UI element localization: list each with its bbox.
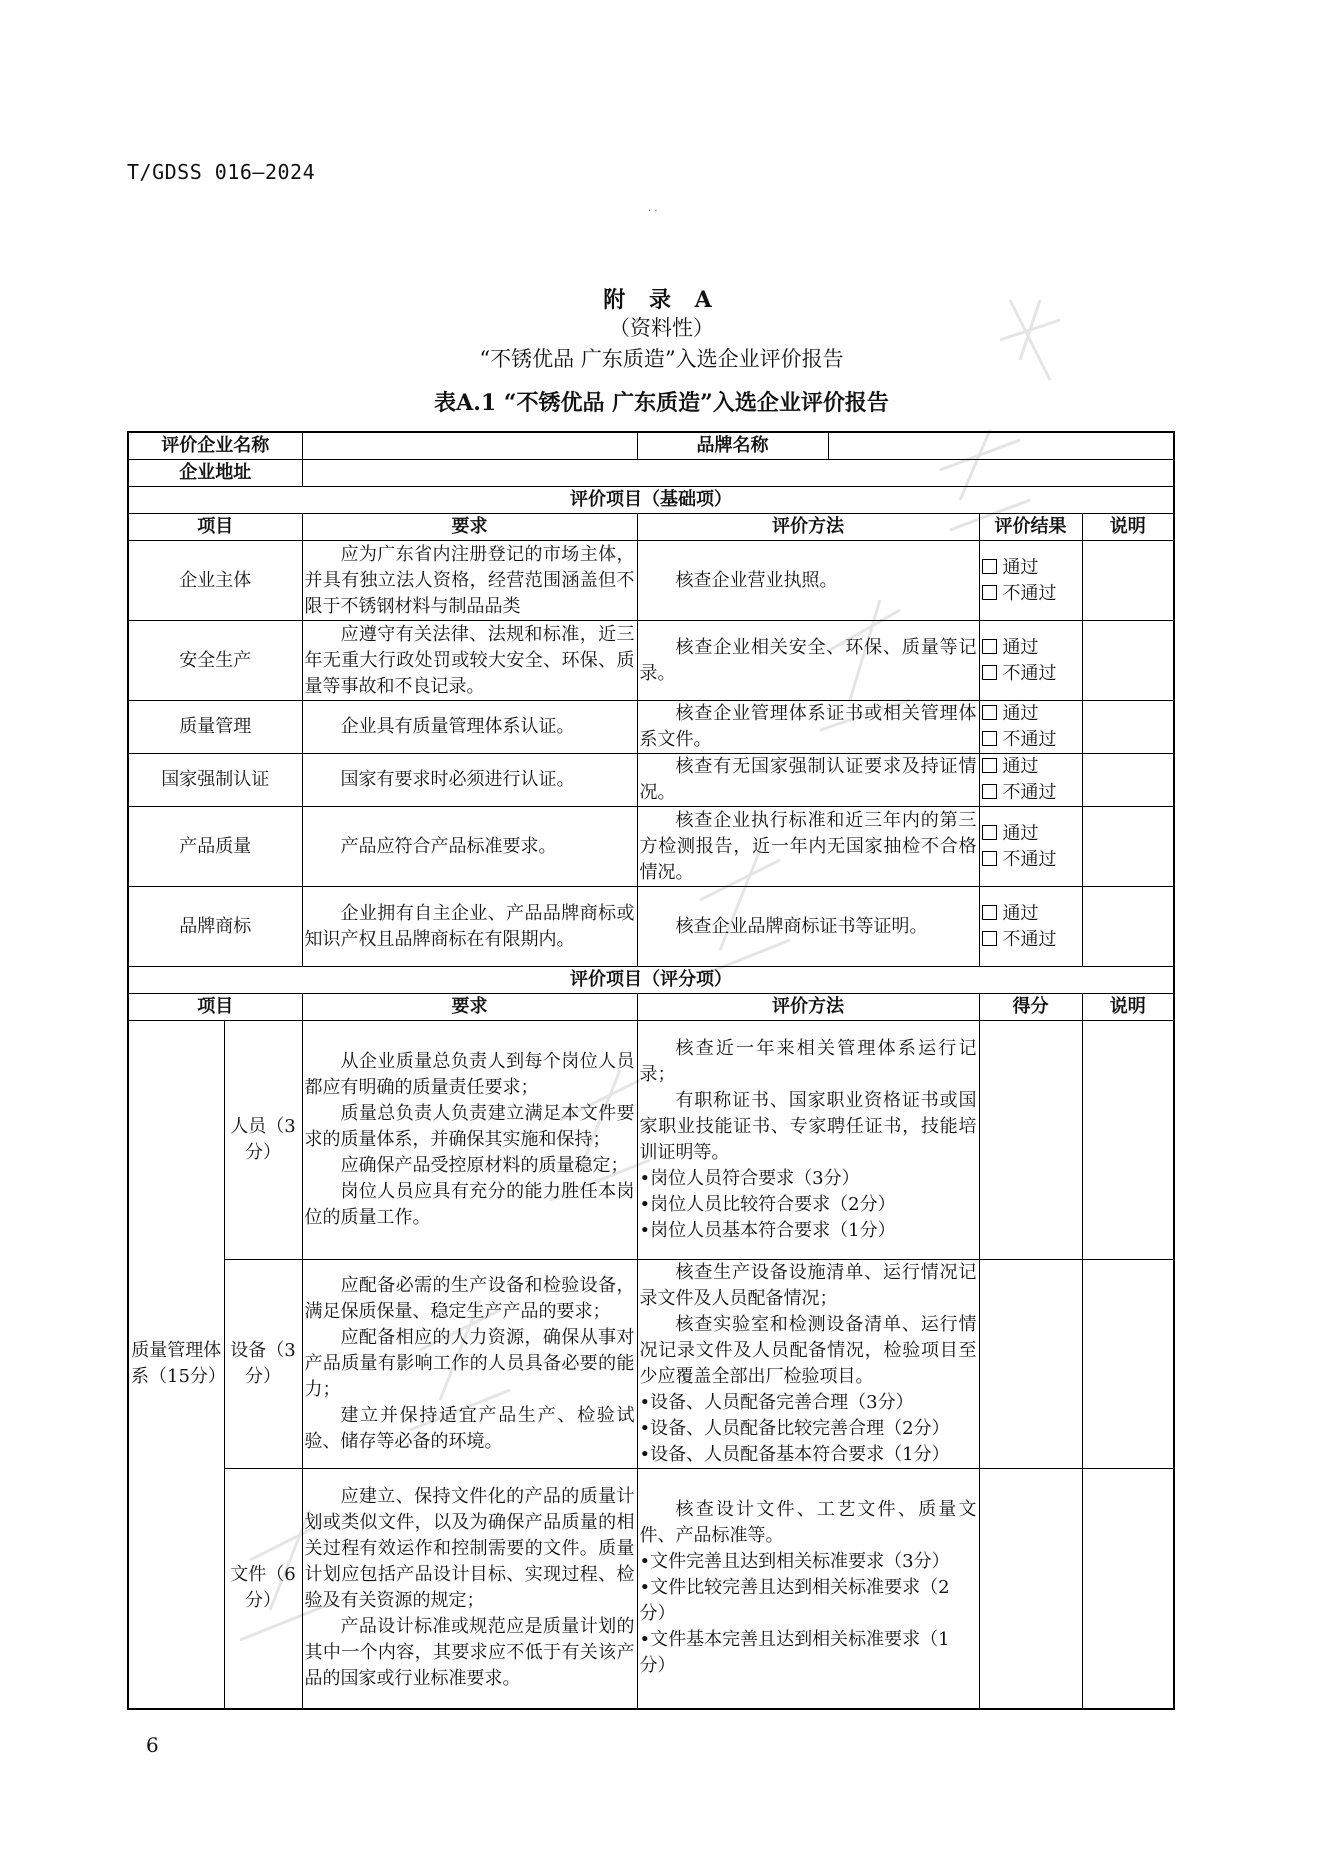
basic-item: 国家强制认证 [128, 754, 302, 807]
score-requirement: 应配备必需的生产设备和检验设备，满足保质保量、稳定生产产品的要求； 应配备相应的人力资源，确保从事对产品质量有影响工作的人员具备必要的能力； 建立并保持适宜产品生产、检验试验、储存等必备的环境。 [302, 1260, 637, 1469]
pass-checkbox[interactable] [982, 825, 997, 840]
appendix-nature: （资料性） [609, 316, 714, 340]
score-subitem: 人员（3分） [224, 1021, 302, 1260]
note-cell[interactable] [1082, 754, 1174, 807]
score-method: 核查设计文件、工艺文件、质量文件、产品标准等。 •文件完善且达到相关标准要求（3分） •文件比较完善且达到相关标准要求（2分） •文件基本完善且达到相关标准要求（1分） [637, 1469, 979, 1709]
basic-item: 质量管理 [128, 701, 302, 754]
note-cell[interactable] [1082, 701, 1174, 754]
basic-requirement: 应为广东省内注册登记的市场主体，并具有独立法人资格，经营范围涵盖但不限于不锈钢材料与制品品类 [302, 541, 637, 621]
fail-checkbox[interactable] [982, 784, 997, 799]
header-requirement: 要求 [302, 514, 637, 541]
score-method: 核查近一年来相关管理体系运行记录； 有职称证书、国家职业资格证书或国家职业技能证书、专家聘任证书，技能培训证明等。 •岗位人员符合要求（3分） •岗位人员比较符合要求（2分） •岗位人员基本符合要求（1分） [637, 1021, 979, 1260]
fail-checkbox[interactable] [982, 585, 997, 600]
basic-item: 品牌商标 [128, 887, 302, 967]
note-cell[interactable] [1082, 1021, 1174, 1260]
basic-method: 核查企业品牌商标证书等证明。 [637, 887, 979, 967]
note-cell[interactable] [1082, 621, 1174, 701]
score-requirement: 应建立、保持文件化的产品的质量计划或类似文件，以及为确保产品质量的相关过程有效运作和控制需要的文件。质量计划应包括产品设计目标、实现过程、检验及有关资源的规定； 产品设计标准或规范应是质量计划的其中一个内容，其要求应不低于有关该产品的国家或行业标准要求。 [302, 1469, 637, 1709]
pass-checkbox[interactable] [982, 758, 997, 773]
score-cell[interactable] [979, 1021, 1082, 1260]
brand-name-label: 品牌名称 [637, 432, 828, 460]
fail-checkbox[interactable] [982, 931, 997, 946]
header-note: 说明 [1082, 514, 1174, 541]
fail-checkbox[interactable] [982, 731, 997, 746]
note-cell[interactable] [1082, 541, 1174, 621]
header-score: 得分 [979, 994, 1082, 1021]
header-item: 项目 [128, 994, 302, 1021]
table-row [128, 754, 1174, 807]
address-value[interactable] [302, 460, 1174, 487]
basic-requirement: 产品应符合产品标准要求。 [302, 807, 637, 887]
table-row [128, 701, 1174, 754]
table-title: 表A.1 “不锈优品 广东质造”入选企业评价报告 [434, 390, 889, 416]
score-subitem: 设备（3分） [224, 1260, 302, 1469]
score-cell[interactable] [979, 1469, 1082, 1709]
address-label: 企业地址 [128, 460, 302, 487]
result-checkboxes: 通过 不通过 [979, 754, 1082, 807]
basic-method: 核查企业营业执照。 [637, 541, 979, 621]
result-checkboxes: 通过 不通过 [979, 621, 1082, 701]
note-cell[interactable] [1082, 807, 1174, 887]
note-cell[interactable] [1082, 887, 1174, 967]
pass-checkbox[interactable] [982, 905, 997, 920]
basic-section-title: 评价项目（基础项） [128, 487, 1174, 514]
note-cell[interactable] [1082, 1260, 1174, 1469]
result-checkboxes: 通过 不通过 [979, 887, 1082, 967]
result-checkboxes: 通过 不通过 [979, 701, 1082, 754]
company-name-value[interactable] [302, 432, 637, 460]
basic-requirement: 企业拥有自主企业、产品品牌商标或知识产权且品牌商标在有限期内。 [302, 887, 637, 967]
table-row [128, 887, 1174, 967]
basic-item: 企业主体 [128, 541, 302, 621]
basic-requirement: 应遵守有关法律、法规和标准，近三年无重大行政处罚或较大安全、环保、质量等事故和不良记录。 [302, 621, 637, 701]
table-row [128, 807, 1174, 887]
header-method: 评价方法 [637, 514, 979, 541]
table-row [128, 621, 1174, 701]
header-dots: · · [648, 206, 658, 217]
score-method: 核查生产设备设施清单、运行情况记录文件及人员配备情况； 核查实验室和检测设备清单、运行情况记录文件及人员配备情况，检验项目至少应覆盖全部出厂检验项目。 •设备、人员配备完善合理（3分） •设备、人员配备比较完善合理（2分） •设备、人员配备基本符合要求（1分） [637, 1260, 979, 1469]
page-number: 6 [146, 1733, 159, 1757]
table-row [128, 541, 1174, 621]
header-requirement: 要求 [302, 994, 637, 1021]
pass-checkbox[interactable] [982, 705, 997, 720]
pass-checkbox[interactable] [982, 639, 997, 654]
basic-item: 安全生产 [128, 621, 302, 701]
company-name-label: 评价企业名称 [128, 432, 302, 460]
report-title: “不锈优品 广东质造”入选企业评价报告 [479, 347, 844, 371]
basic-requirement: 国家有要求时必须进行认证。 [302, 754, 637, 807]
header-note: 说明 [1082, 994, 1174, 1021]
score-group: 质量管理体系（15分） [128, 1021, 224, 1709]
result-checkboxes: 通过 不通过 [979, 807, 1082, 887]
appendix-title: 附 录 A [603, 287, 720, 313]
header-method: 评价方法 [637, 994, 979, 1021]
basic-requirement: 企业具有质量管理体系认证。 [302, 701, 637, 754]
table-row [128, 1469, 1174, 1709]
basic-method: 核查有无国家强制认证要求及持证情况。 [637, 754, 979, 807]
basic-method: 核查企业相关安全、环保、质量等记录。 [637, 621, 979, 701]
basic-method: 核查企业管理体系证书或相关管理体系文件。 [637, 701, 979, 754]
note-cell[interactable] [1082, 1469, 1174, 1709]
score-section-title: 评价项目（评分项） [128, 967, 1174, 994]
document-code: T/GDSS 016—2024 [127, 160, 316, 184]
result-checkboxes: 通过 不通过 [979, 541, 1082, 621]
score-requirement: 从企业质量总负责人到每个岗位人员都应有明确的质量责任要求； 质量总负责人负责建立满足本文件要求的质量体系，并确保其实施和保持； 应确保产品受控原材料的质量稳定； 岗位人员应具有充分的能力胜任本岗位的质量工作。 [302, 1021, 637, 1260]
fail-checkbox[interactable] [982, 851, 997, 866]
brand-name-value[interactable] [828, 432, 1174, 460]
header-item: 项目 [128, 514, 302, 541]
evaluation-table [127, 431, 1175, 1710]
basic-item: 产品质量 [128, 807, 302, 887]
table-row [128, 1021, 1174, 1260]
table-row [128, 1260, 1174, 1469]
header-result: 评价结果 [979, 514, 1082, 541]
basic-method: 核查企业执行标准和近三年内的第三方检测报告，近一年内无国家抽检不合格情况。 [637, 807, 979, 887]
pass-checkbox[interactable] [982, 559, 997, 574]
score-cell[interactable] [979, 1260, 1082, 1469]
fail-checkbox[interactable] [982, 665, 997, 680]
score-subitem: 文件（6分） [224, 1469, 302, 1709]
